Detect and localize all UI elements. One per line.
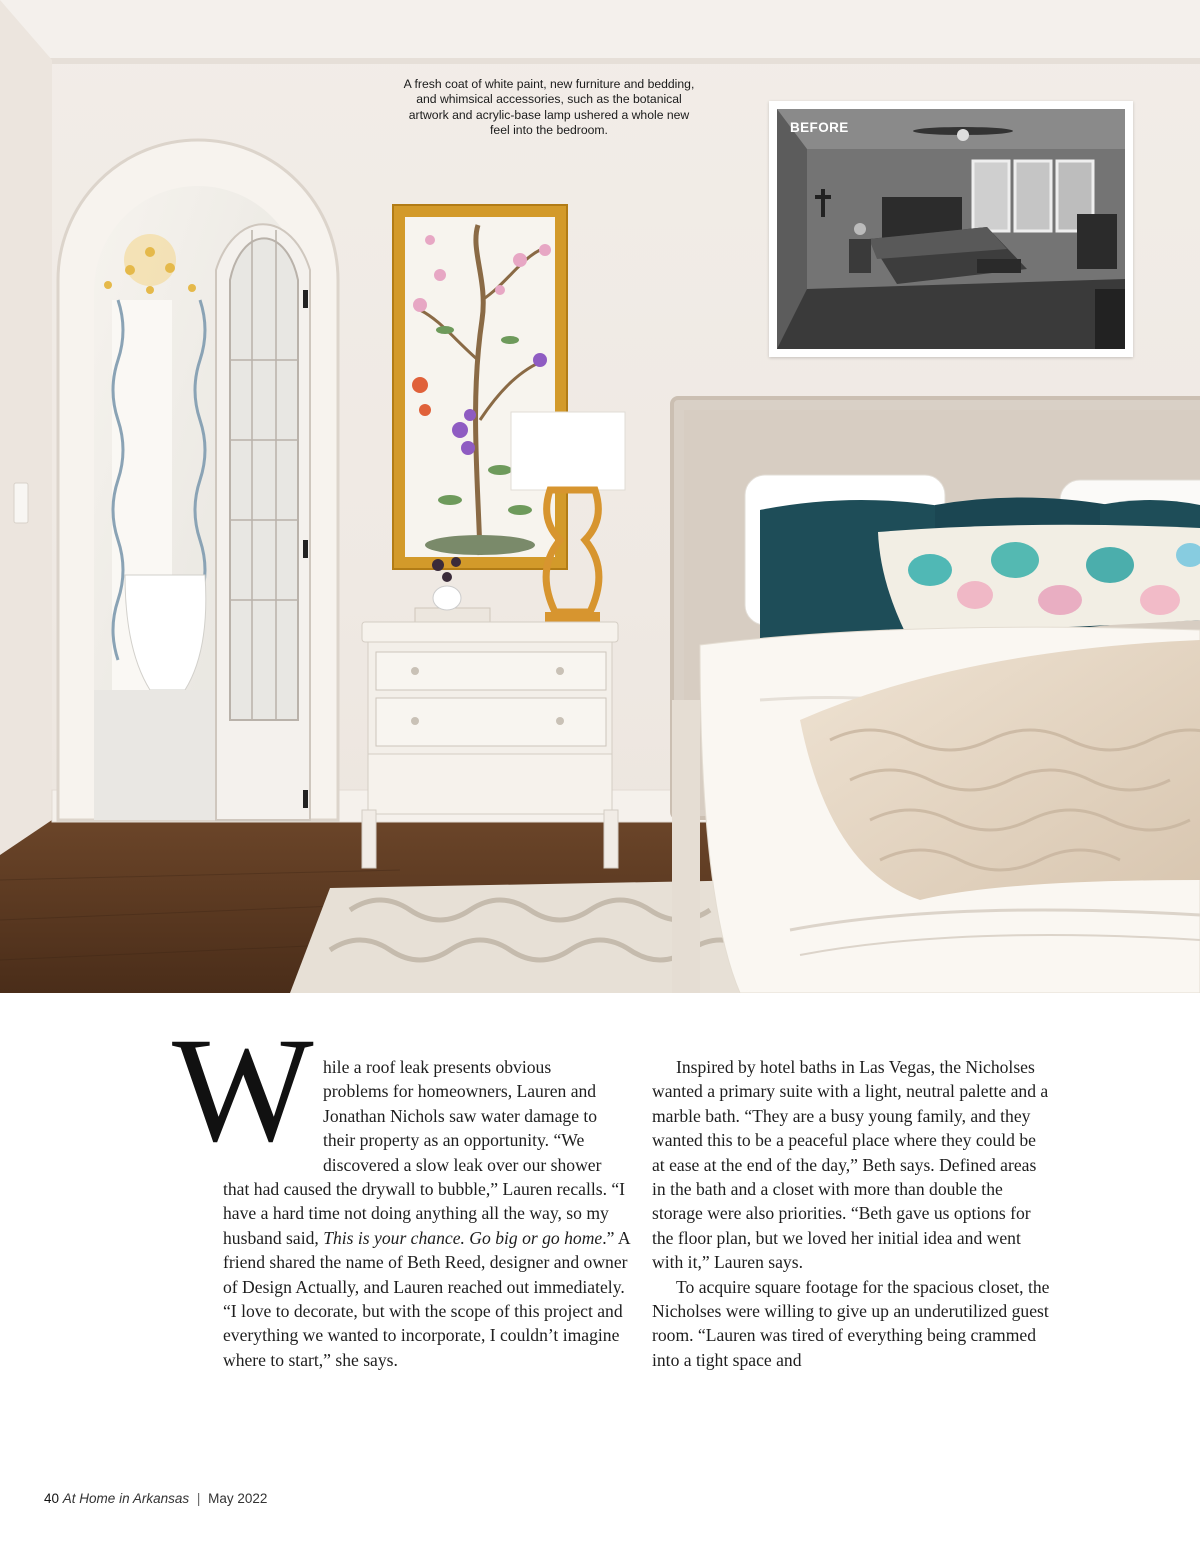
before-label: BEFORE — [790, 120, 849, 135]
ceiling — [0, 0, 1200, 60]
footer-separator: | — [196, 1491, 201, 1506]
before-room-illustration — [777, 109, 1125, 349]
photo-caption: A fresh coat of white paint, new furniture and bedding, and whimsical accessories, such as the botanical artwork and acrylic-base lamp ushered a whole new feel into the bedroom. — [403, 77, 695, 137]
article-column-1 — [223, 1055, 633, 1372]
paragraph-1 — [223, 1055, 633, 1372]
lead-line: problems for homeowners, Lauren and — [323, 1081, 597, 1102]
light-switch — [14, 483, 28, 523]
before-photo — [769, 101, 1133, 357]
crown-molding — [0, 58, 1200, 64]
italic-quote: This is your chance. Go big or go home — [323, 1227, 603, 1248]
lead-line: Jonathan Nichols saw water damage to — [323, 1105, 598, 1126]
paragraph-2: Inspired by hotel baths in Las Vegas, the Nicholses wanted a primary suite with a light, neutral palette and a marble bath. “They are a busy young family, and they wanted this to be a peaceful place where they could be at ease at the end of the day,” Beth says. Defined areas in the bath and a closet with more than double the storage were also priorities. “Beth gave us options for the floor plan, but we loved her initial idea and went with it,” Lauren says. — [652, 1057, 1049, 1273]
magazine-name: At Home in Arkansas — [62, 1491, 190, 1506]
left-wall — [0, 0, 52, 860]
before-image — [777, 109, 1125, 349]
paragraph-3: To acquire square footage for the spacious closet, the Nicholses were willing to give up an underutilized guest room. “Lauren was tired of everything being crammed into a tight space and — [652, 1276, 1050, 1370]
vase — [433, 586, 461, 610]
lumbar-pillow — [878, 525, 1200, 632]
body-text: that had caused the drywall to bubble,” Lauren recalls. “I have a hard time not doing anything all the way, so my husband said, — [223, 1179, 626, 1248]
issue-date: May 2022 — [208, 1491, 268, 1506]
page-number: 40 — [44, 1491, 60, 1506]
body-text: .” A friend shared the name of Beth Reed, designer and owner of Design Actually, and Lauren reached out immediately. “I love to decorate, but with the scope of this project and everything we wanted to incorporate, I couldn’t imagine where to start,” she says. — [223, 1227, 630, 1370]
lead-line: their property as an opportunity. “We — [323, 1130, 585, 1151]
drop-cap: W — [172, 1007, 314, 1173]
article-column-2 — [652, 1055, 1052, 1372]
botanical-artwork — [393, 205, 567, 569]
page-footer — [44, 1491, 267, 1506]
lead-line: hile a roof leak presents obvious — [323, 1057, 552, 1077]
lead-line: discovered a slow leak over our shower — [323, 1154, 602, 1175]
